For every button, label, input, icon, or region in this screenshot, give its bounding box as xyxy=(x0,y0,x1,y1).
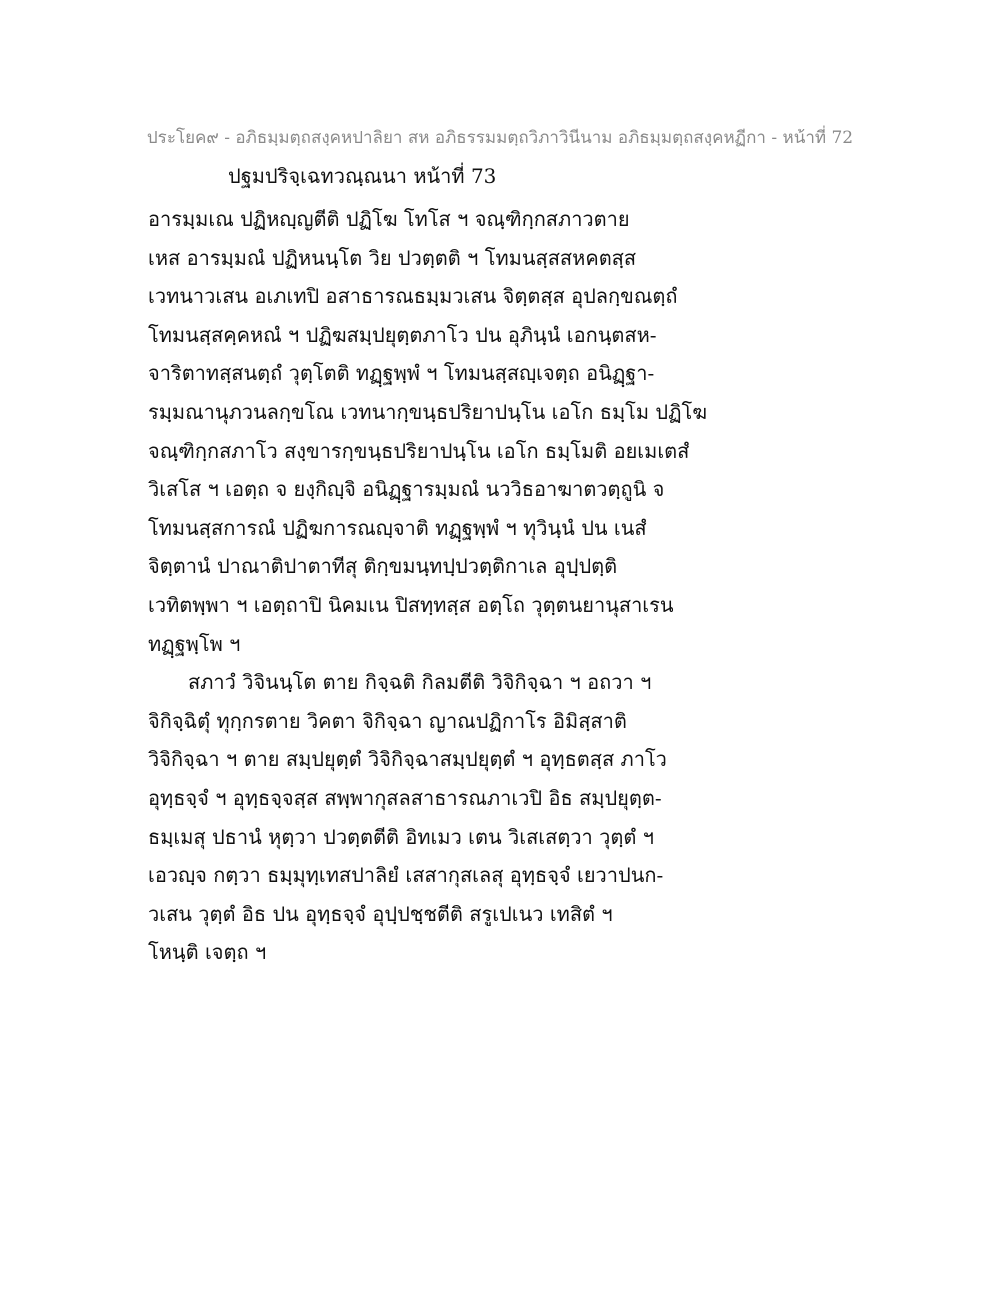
text-line: เอวญฺจ กตฺวา ธมฺมุทฺเทสปาลิยํ เสสากุสเลสุ อุทฺธจฺจํ เยวาปนก- xyxy=(148,863,664,888)
section-title: ปฐมปริจฺเฉทวณฺณนา หน้าที่ 73 xyxy=(228,164,497,188)
text-line: ทฏฺฐพฺโพ ฯ xyxy=(148,631,241,656)
text-line: โหนฺติ เจตฺถ ฯ xyxy=(148,940,267,965)
text-line: วเสน วุตฺตํ อิธ ปน อุทฺธจฺจํ อุปฺปชฺชตีติ สรูเปเนว เทสิตํ ฯ xyxy=(148,901,613,926)
body-text xyxy=(148,200,848,972)
paragraph-start-line: สภาวํ วิจินนฺโต ตาย กิจฺฉติ กิลมตีติ วิจิกิจฺฉา ฯ อถวา ฯ xyxy=(188,670,652,695)
text-line: จิกิจฺฉิตุํ ทุกฺกรตาย วิคตา จิกิจฺฉา ญาณปฏิกาโร อิมิสฺสาติ xyxy=(148,708,627,733)
text-line: อุทฺธจฺจํ ฯ อุทฺธจฺจสฺส สพฺพากุสลสาธารณภาเวปิ อิธ สมฺปยุตฺต- xyxy=(148,785,662,810)
text-line: จิตฺตานํ ปาณาติปาตาทีสุ ติกฺขมนฺทปฺปวตฺติกาเล อุปฺปตฺติ xyxy=(148,554,618,579)
text-line: ธมฺเมสุ ปธานํ หุตฺวา ปวตฺตตีติ อิทเมว เตน วิเสเสตฺวา วุตฺตํ ฯ xyxy=(148,824,654,849)
text-line: จณฺฑิกฺกสภาโว สงฺขารกฺขนฺธปริยาปนฺโน เอโก ธมฺโมติ อยเมเตสํ xyxy=(148,438,690,463)
running-header: ประโยค๙ - อภิธมฺมตฺถสงฺคหปาลิยา สห อภิธรรมมตฺถวิภาวินีนาม อภิธมฺมตฺถสงฺคหฏีกา - หน้าที่ 72 xyxy=(146,128,854,148)
text-line: โทมนสฺสคฺคหณํ ฯ ปฏิฆสมฺปยุตฺตภาโว ปน อุภินฺนํ เอกนฺตสห- xyxy=(148,322,657,347)
text-line: วิเสโส ฯ เอตฺถ จ ยงฺกิญฺจิ อนิฏฺฐารมฺมณํ นววิธอาฆาตวตฺถูนิ จ xyxy=(148,477,665,502)
text-line: โทมนสฺสการณํ ปฏิฆการณญฺจาติ ทฏฺฐพฺพํ ฯ ทุวินฺนํ ปน เนสํ xyxy=(148,515,647,540)
text-line: เวทิตพฺพา ฯ เอตฺถาปิ นิคมเน ปิสทฺทสฺส อตฺโถ วุตฺตนยานุสาเรน xyxy=(148,592,674,617)
text-line: เวทนาวเสน อเภเทปิ อสาธารณธมฺมวเสน จิตฺตสฺส อุปลกฺขณตฺถํ xyxy=(148,284,678,309)
text-line: วิจิกิจฺฉา ฯ ตาย สมฺปยุตฺตํ วิจิกิจฺฉาสมฺปยุตฺตํ ฯ อุทฺธตสฺส ภาโว xyxy=(148,747,667,772)
text-line: เหส อารมฺมณํ ปฏิหนนฺโต วิย ปวตฺตติ ฯ โทมนสฺสสหคตสฺส xyxy=(148,245,637,270)
text-line: จาริตาทสฺสนตฺถํ วุตฺโตติ ทฏฺฐพฺพํ ฯ โทมนสฺสญฺเจตฺถ อนิฏฺฐา- xyxy=(148,361,655,386)
text-line: อารมฺมเณ ปฏิหญฺญตีติ ปฏิโฆ โทโส ฯ จณฺฑิกฺกสภาวตาย xyxy=(148,207,630,231)
text-line: รมฺมณานุภวนลกฺขโณ เวทนากฺขนฺธปริยาปนฺโน เอโก ธมฺโม ปฏิโฆ xyxy=(148,399,708,424)
